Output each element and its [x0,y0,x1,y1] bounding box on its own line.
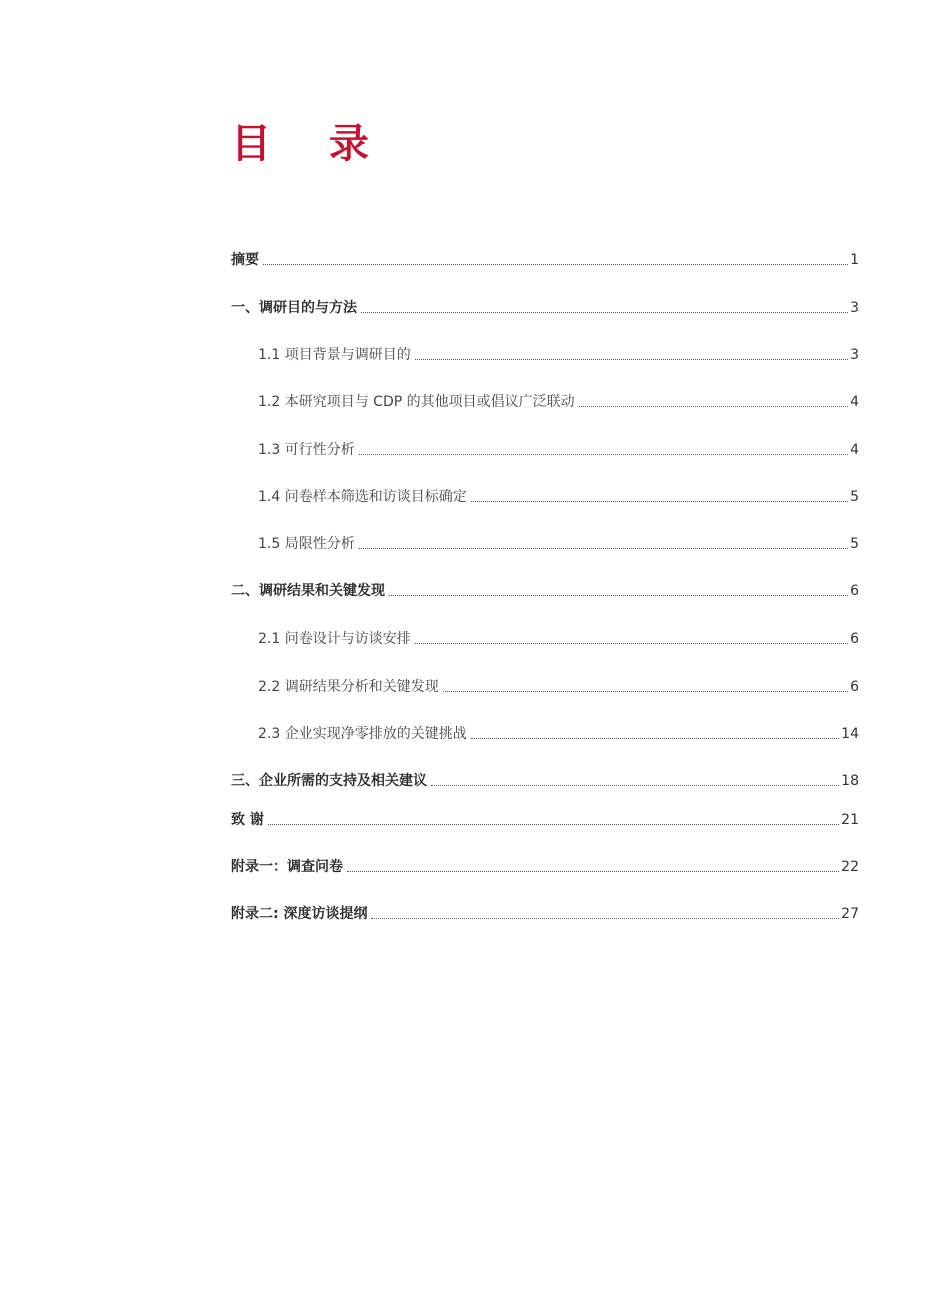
toc-entry-page: 6 [850,679,859,695]
toc-entry-section-1-1[interactable] [231,342,859,364]
table-of-contents [231,0,859,1290]
toc-entry-label: 1.1 项目背景与调研目的 [258,347,411,363]
toc-entry-acknowledgements[interactable] [231,807,859,829]
toc-entry-label: 一、调研目的与方法 [231,300,357,316]
toc-entry-label: 致 谢 [231,812,264,828]
toc-entry-page: 14 [841,726,859,742]
toc-dot-leader [471,501,848,502]
toc-dot-leader [371,918,839,919]
toc-entry-section-2-3[interactable] [231,721,859,743]
toc-dot-leader [471,738,839,739]
toc-dot-leader [347,871,839,872]
toc-entry-label: 2.3 企业实现净零排放的关键挑战 [258,726,467,742]
toc-entry-page: 6 [850,631,859,647]
toc-entry-chapter-3[interactable] [231,768,859,790]
toc-entry-label: 附录二: 深度访谈提纲 [231,906,368,922]
toc-entry-section-1-5[interactable] [231,531,859,553]
toc-entry-label: 二、调研结果和关键发现 [231,583,385,599]
toc-entry-page: 4 [850,394,859,410]
toc-entry-page: 18 [841,773,859,789]
toc-entry-page: 27 [841,906,859,922]
toc-entry-section-1-3[interactable] [231,437,859,459]
toc-entry-label: 三、企业所需的支持及相关建议 [231,773,427,789]
toc-entry-label: 2.2 调研结果分析和关键发现 [258,679,439,695]
page-title: 目 录 [231,121,391,167]
toc-dot-leader [415,359,848,360]
toc-dot-leader [443,691,848,692]
toc-entry-page: 4 [850,442,859,458]
toc-entry-section-2-2[interactable] [231,674,859,696]
toc-entry-page: 1 [850,252,859,268]
toc-dot-leader [359,454,848,455]
toc-entry-label: 1.3 可行性分析 [258,442,355,458]
toc-entry-label: 1.2 本研究项目与 CDP 的其他项目或倡议广泛联动 [258,394,575,410]
toc-entry-appendix-1[interactable] [231,854,859,876]
toc-dot-leader [415,643,848,644]
toc-entry-abstract[interactable] [231,247,859,269]
toc-entry-label: 2.1 问卷设计与访谈安排 [258,631,411,647]
toc-entry-chapter-1[interactable] [231,295,859,317]
toc-dot-leader [361,312,848,313]
toc-entry-section-2-1[interactable] [231,626,859,648]
toc-dot-leader [389,595,848,596]
toc-entry-label: 1.4 问卷样本筛选和访谈目标确定 [258,489,467,505]
toc-entry-chapter-2[interactable] [231,578,859,600]
toc-entry-page: 5 [850,536,859,552]
toc-entry-appendix-2[interactable] [231,901,859,923]
toc-dot-leader [263,264,848,265]
toc-dot-leader [431,785,839,786]
toc-entry-label: 摘要 [231,252,259,268]
toc-entry-page: 5 [850,489,859,505]
toc-dot-leader [579,406,848,407]
toc-entry-page: 3 [850,300,859,316]
toc-entry-label: 1.5 局限性分析 [258,536,355,552]
toc-entry-page: 22 [841,859,859,875]
toc-entry-label: 附录一：调查问卷 [231,859,343,875]
toc-entry-section-1-4[interactable] [231,484,859,506]
toc-dot-leader [268,824,839,825]
toc-entry-page: 21 [841,812,859,828]
toc-entry-page: 6 [850,583,859,599]
toc-entry-section-1-2[interactable] [231,389,859,411]
toc-entry-page: 3 [850,347,859,363]
toc-dot-leader [359,548,848,549]
